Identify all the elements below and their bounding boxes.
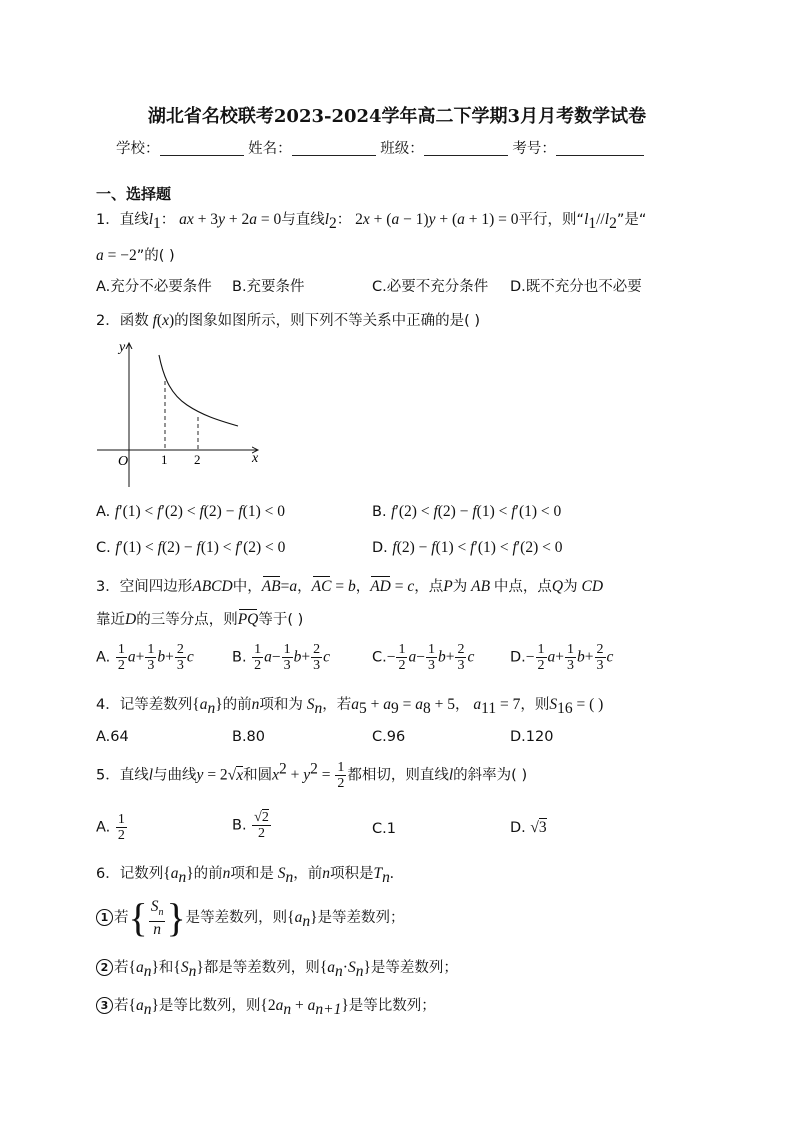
q2-option-b[interactable]: B. f′(2) < f(2) − f(1) < f′(1) < 0 [372, 503, 562, 520]
q2-option-c[interactable]: C. f′(1) < f(2) − f(1) < f′(2) < 0 [96, 539, 286, 556]
student-info-line [116, 137, 644, 158]
q5-text: 和圆 [243, 767, 273, 784]
q3-text: 等于( ) [258, 612, 304, 628]
name-label: 姓名： [248, 141, 292, 157]
school-field[interactable] [160, 141, 244, 156]
circled-3: 3 [96, 997, 113, 1014]
question-3-line2: 靠近D的三等分点，则PQ等于( ) [96, 611, 304, 628]
q5-text: 都相切，则直线 [347, 767, 449, 784]
q5-option-a[interactable]: A. $\frac{1}{2}$ [96, 812, 125, 843]
q6-text: 若 [114, 910, 129, 926]
q2-option-a[interactable]: A. f′(1) < f′(2) < f(2) − f(1) < 0 [96, 503, 285, 520]
q1-text: 直线 [119, 212, 149, 228]
q3-option-b[interactable]: B. $\frac{1}{2}$ a− $\frac{1}{3}$ b+ $\frac{2}{3}$ c [232, 642, 331, 673]
circled-2: 2 [96, 959, 113, 976]
class-field[interactable] [424, 141, 508, 156]
question-number: 4． [96, 697, 120, 713]
q3-text: ，点 [414, 579, 444, 595]
name-field[interactable] [292, 141, 376, 156]
q2-text: 的图象如图所示，则下列不等关系中正确的是( ) [174, 313, 481, 329]
q6-text: 项积是 [330, 866, 374, 882]
curve-fx [159, 355, 238, 426]
y-axis-label: y [119, 340, 126, 355]
q5-text: 与曲线 [153, 767, 197, 784]
question-3: 3．空间四边形ABCD中，AB=a，AC = b，AD = c，点P为 AB 中点，点Q为 CD [96, 578, 604, 595]
exam-no-label: 考号： [512, 141, 556, 157]
q6-text: 是等差数列； [317, 910, 405, 926]
q1-text: 平行，则“ [518, 212, 585, 228]
q6-text: 项和是 [230, 866, 274, 882]
q1-text: ”的( ) [136, 248, 175, 264]
q4-text: 的前 [222, 697, 252, 713]
q3-text: 空间四边形 [119, 579, 193, 595]
q6-text: 的前 [193, 866, 223, 882]
q3-text: 为 [452, 579, 468, 595]
question-1-line2: a = −2”的( ) [96, 247, 175, 264]
q1-option-b[interactable]: B.充要条件 [232, 279, 305, 295]
q1-option-d[interactable]: D.既不充分也不必要 [510, 279, 642, 295]
question-number: 5． [96, 767, 120, 784]
q5-text: 直线 [119, 767, 149, 784]
q6-text: 若 [114, 960, 129, 976]
question-number: 1． [96, 212, 120, 228]
q4-text: ，则 [520, 697, 550, 713]
function-graph [92, 335, 267, 495]
q4-option-a[interactable]: A.64 [96, 729, 129, 745]
q3-text: 中点，点 [493, 579, 552, 595]
q4-option-b[interactable]: B.80 [232, 729, 266, 745]
school-label: 学校： [116, 141, 160, 157]
q4-text: ，若 [322, 697, 352, 713]
q3-text: 中， [232, 579, 262, 595]
q6-text: 是等比数列，则 [158, 998, 261, 1014]
question-number: 3． [96, 579, 120, 595]
q3-text: 的三等分点，则 [136, 612, 238, 628]
q1-text: ”是“ [616, 212, 647, 228]
class-label: 班级： [380, 141, 424, 157]
q5-option-d[interactable]: D. √3 [510, 819, 547, 836]
circled-1: 1 [96, 909, 113, 926]
q1-text: 与直线 [281, 212, 325, 228]
q5-option-b[interactable]: B. $\frac{√2}{2}$ [232, 810, 269, 841]
q4-text: 项和为 [259, 697, 303, 713]
page-title: 湖北省名校联考2023-2024学年高二下学期3月月考数学试卷 [147, 106, 647, 127]
question-4: 4．记等差数列$\{a_n\}$的前n项和为 $S_n$，若$a_5 + a_9 = a_8 + 5$， $a_{11} = 7$，则$S_{16}$ = ( ) [96, 696, 604, 717]
q6-statement-2: 2 若$\{a_n\}$和$\{S_n\}$都是等差数列，则$\{a_n\cdot S_n\}$是等差数列； [96, 956, 458, 981]
q5-option-c[interactable]: C.1 [372, 821, 396, 837]
exam-no-field[interactable] [556, 141, 644, 156]
q1-option-c[interactable]: C.必要不充分条件 [372, 279, 489, 295]
q5-text: 的斜率为( ) [453, 767, 528, 784]
q2-option-d[interactable]: D. f(2) − f(1) < f′(1) < f′(2) < 0 [372, 539, 563, 556]
q6-statement-1: 1 若{ $\frac{S_n}{n}$ }是等差数列，则$\{a_n\}$是等差数列； [96, 898, 405, 938]
q4-text: 记等差数列 [119, 697, 193, 713]
q6-text: 和 [158, 960, 174, 976]
tick-1-label: 1 [161, 452, 168, 467]
q6-text: ，前 [293, 866, 323, 882]
question-6: 6．记数列$\{a_n\}$的前n项和是 $S_n$，前n项积是$T_n$. [96, 865, 394, 886]
q4-option-c[interactable]: C.96 [372, 729, 406, 745]
q6-text: 若 [114, 998, 129, 1014]
question-1: 1．直线$l_1$： ax + 3y + 2a = 0与直线$l_2$： 2x + (a − 1)y + (a + 1) = 0平行，则“$l_1//l_2$”是“ [96, 211, 647, 232]
q1-option-a[interactable]: A.充分不必要条件 [96, 279, 212, 295]
q6-text: 是等比数列； [348, 998, 436, 1014]
q3-option-d[interactable]: D.− $\frac{1}{2}$ a+ $\frac{1}{3}$ b+ $\frac{2}{3}$ c [510, 642, 614, 673]
section-heading: 一、选择题 [96, 185, 172, 203]
q6-statement-3: 3 若$\{a_n\}$是等比数列，则$\{2a_n + a_{n+1}\}$是等比数列； [96, 994, 436, 1019]
q6-text: 是等差数列，则 [185, 910, 288, 926]
tick-2-label: 2 [194, 452, 201, 467]
q3-option-a[interactable]: A. $\frac{1}{2}$ a+ $\frac{1}{3}$ b+ $\frac{2}{3}$ c [96, 642, 194, 673]
x-axis-label: x [252, 451, 259, 466]
q6-text: 记数列 [119, 866, 164, 882]
q3-text: 为 [563, 579, 578, 595]
question-number: 2． [96, 313, 120, 329]
q6-text: 是等差数列； [370, 960, 458, 976]
question-2: 2．函数 f(x)的图象如图所示，则下列不等关系中正确的是( ) [96, 312, 481, 329]
origin-label: O [118, 454, 129, 469]
q2-text: 函数 [119, 313, 149, 329]
q6-text: 都是等差数列，则 [203, 960, 320, 976]
q3-option-c[interactable]: C.− $\frac{1}{2}$ a− $\frac{1}{3}$ b+ $\frac{2}{3}$ c [372, 642, 475, 673]
question-number: 6． [96, 866, 120, 882]
q3-text: 靠近 [96, 612, 125, 628]
q4-option-d[interactable]: D.120 [510, 729, 554, 745]
question-5: 5．直线l与曲线y = 2√x和圆$x^2 + y^2$ = $\frac{1}{2}$ 都相切，则直线l的斜率为( ) [96, 760, 528, 791]
